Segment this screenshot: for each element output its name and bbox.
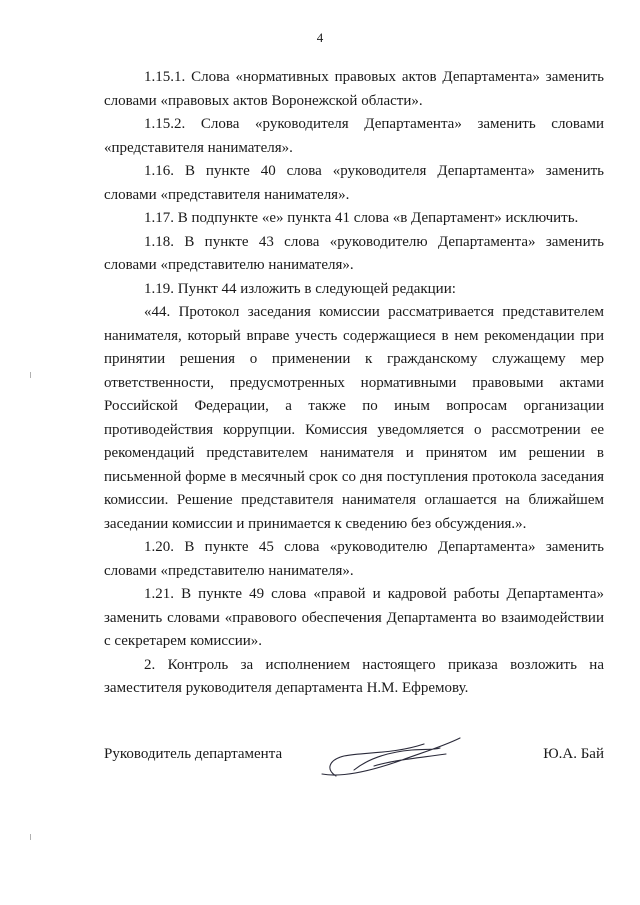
signature-block bbox=[104, 738, 604, 788]
signatory-role: Руководитель департамента bbox=[104, 746, 283, 762]
paragraph-1-20: 1.20. В пункте 45 слова «руководителю Департамента» заменить словами «представителю нанимателя». bbox=[104, 539, 604, 579]
signatory-name: Ю.А. Бай bbox=[543, 746, 604, 762]
paragraph-1-17: 1.17. В подпункте «е» пункта 41 слова «в Департамент» исключить. bbox=[144, 210, 579, 226]
paragraph-1-19: 1.19. Пункт 44 изложить в следующей редакции: bbox=[144, 280, 456, 297]
paragraph-1-16: 1.16. В пункте 40 слова «руководителя Департамента» заменить словами «представителя нанимателя». bbox=[104, 163, 604, 203]
paragraph-1-18: 1.18. В пункте 43 слова «руководителю Департамента» заменить словами «представителю нанимателя». bbox=[104, 233, 604, 273]
margin-mark bbox=[30, 834, 31, 840]
paragraph-2: 2. Контроль за исполнением настоящего приказа возложить на заместителя руководителя департамента Н.М. Ефремову. bbox=[104, 656, 604, 696]
paragraph-1-21: 1.21. В пункте 49 слова «правой и кадровой работы Департамента» заменить словами «правового обеспечения Департамента во взаимодействии с секретарем комиссии». bbox=[104, 586, 604, 649]
margin-mark bbox=[30, 372, 31, 378]
page-number: 4 bbox=[316, 30, 324, 45]
paragraph-44-text: «44. Протокол заседания комиссии рассматривается представителем нанимателя, который вправе учесть содержащиеся в нем рекомендации при принятии решения о применении к гражданскому служащему мер ответственности, предусмотренных нормативными правовыми актами Российской Федерации, а также по иным вопросам организации противодействия коррупции. Комиссия уведомляется о рассмотрении ее рекомендаций представителем нанимателя и принятом им решении в письменной форме в месячный срок со дня поступления протокола заседания комиссии. Решение представителя нанимателя оглашается на ближайшем заседании комиссии и принимается к сведению без обсуждения.». bbox=[104, 304, 604, 532]
paragraph-1-15-2: 1.15.2. Слова «руководителя Департамента» заменить словами «представителя нанимателя». bbox=[104, 116, 604, 156]
handwritten-signature bbox=[314, 730, 464, 782]
paragraph-1-15-1: 1.15.1. Слова «нормативных правовых актов Департамента» заменить словами «правовых актов Воронежской области». bbox=[104, 69, 604, 109]
document-body bbox=[104, 66, 604, 701]
